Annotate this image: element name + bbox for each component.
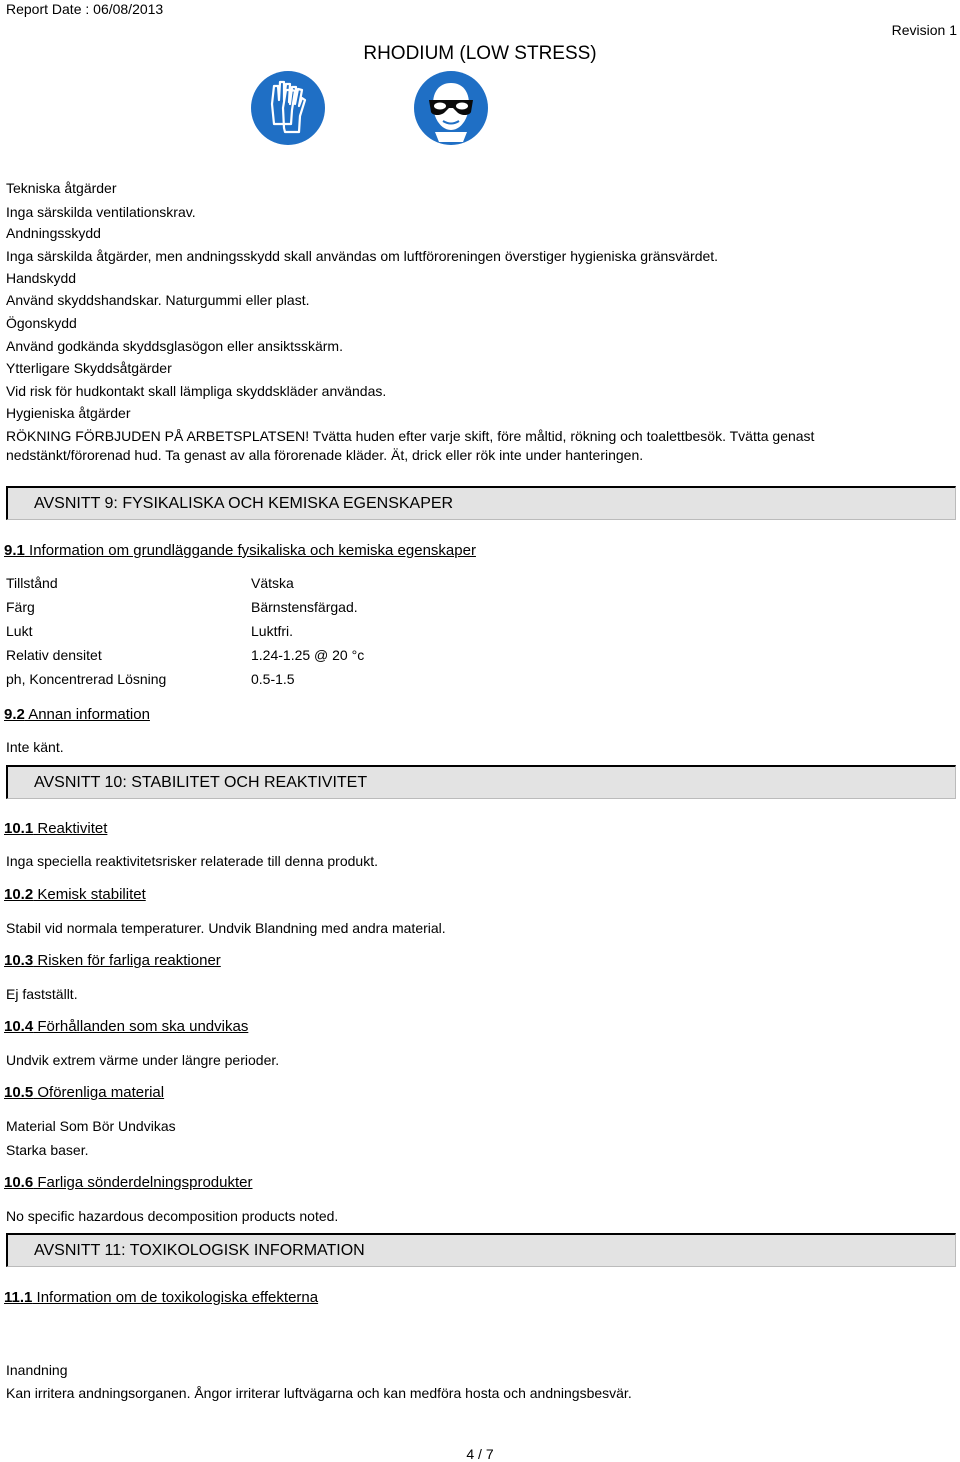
page-number: 4 / 7 xyxy=(466,1446,494,1462)
text-materials-to-avoid-label: Material Som Bör Undvikas xyxy=(6,1118,176,1134)
subsection-10-3: 10.3 Risken för farliga reaktioner xyxy=(4,952,221,969)
section-11-title: AVSNITT 11: TOXIKOLOGISK INFORMATION xyxy=(34,1242,365,1259)
property-value: Vätska xyxy=(251,575,294,591)
text-ventilation: Inga särskilda ventilationskrav. xyxy=(6,204,196,220)
text-conditions-to-avoid: Undvik extrem värme under längre perioder. xyxy=(6,1052,280,1068)
text-incompatible-materials: Starka baser. xyxy=(6,1142,89,1158)
text-hazardous-reactions: Ej fastställt. xyxy=(6,986,78,1002)
subsection-10-4: 10.4 Förhållanden som ska undvikas xyxy=(4,1018,249,1035)
subsection-10-6: 10.6 Farliga sönderdelningsprodukter xyxy=(4,1174,253,1191)
report-date: Report Date : 06/08/2013 xyxy=(6,1,164,17)
heading-additional-protection: Ytterligare Skyddsåtgärder xyxy=(6,360,172,376)
document-title: RHODIUM (LOW STRESS) xyxy=(363,43,597,64)
subsection-11-1: 11.1 Information om de toxikologiska effekterna xyxy=(4,1289,319,1306)
section-10-title: AVSNITT 10: STABILITET OCH REAKTIVITET xyxy=(34,774,368,791)
text-eye-protection: Använd godkända skyddsglasögon eller ansiktsskärm. xyxy=(6,338,343,354)
heading-hygiene: Hygieniska åtgärder xyxy=(6,405,131,421)
section-9-header xyxy=(6,486,956,520)
revision-label: Revision 1 xyxy=(891,22,957,38)
heading-respiratory-protection: Andningsskydd xyxy=(6,225,101,241)
property-value: 1.24-1.25 @ 20 °c xyxy=(251,647,365,663)
property-key: Lukt xyxy=(6,623,33,639)
gloves-icon xyxy=(250,70,326,146)
text-reactivity: Inga speciella reaktivitetsrisker relaterade till denna produkt. xyxy=(6,853,378,869)
section-9-title: AVSNITT 9: FYSIKALISKA OCH KEMISKA EGENSKAPER xyxy=(34,495,454,512)
section-10-header xyxy=(6,765,956,799)
subsection-10-2: 10.2 Kemisk stabilitet xyxy=(4,886,146,903)
subsection-10-5: 10.5 Oförenliga material xyxy=(4,1084,165,1101)
property-value: 0.5-1.5 xyxy=(251,671,295,687)
heading-inhalation: Inandning xyxy=(6,1362,68,1378)
subsection-9-1: 9.1 Information om grundläggande fysikaliska och kemiska egenskaper xyxy=(4,542,476,559)
property-key: ph, Koncentrerad Lösning xyxy=(6,671,167,687)
text-inhalation: Kan irritera andningsorganen. Ångor irriterar luftvägarna och kan medföra hosta och andningsbesvär. xyxy=(6,1385,632,1401)
text-respiratory-protection: Inga särskilda åtgärder, men andningsskydd skall användas om luftföroreningen överstiger hygieniska gränsvärdet. xyxy=(6,248,719,264)
text-other-information: Inte känt. xyxy=(6,739,64,755)
text-additional-protection: Vid risk för hudkontakt skall lämpliga skyddskläder användas. xyxy=(6,383,387,399)
subsection-10-1: 10.1 Reaktivitet xyxy=(4,820,108,837)
property-key: Färg xyxy=(6,599,35,615)
text-hygiene: RÖKNING FÖRBJUDEN PÅ ARBETSPLATSEN! Tvätta huden efter varje skift, före måltid, rökning och toalettbesök. Tvätta genast nedstänkt/förorenad hud. Ta genast av alla förorenade kläder. Ät, drick eller rök inte under hanteringen. xyxy=(6,428,815,463)
property-value: Bärnstensfärgad. xyxy=(251,599,358,615)
property-key: Relativ densitet xyxy=(6,647,102,663)
property-value: Luktfri. xyxy=(251,623,294,639)
subsection-9-2: 9.2 Annan information xyxy=(4,706,150,723)
heading-eye-protection: Ögonskydd xyxy=(6,315,77,331)
text-decomposition-products: No specific hazardous decomposition products noted. xyxy=(6,1208,339,1224)
text-chemical-stability: Stabil vid normala temperaturer. Undvik Blandning med andra material. xyxy=(6,920,446,936)
heading-technical-measures: Tekniska åtgärder xyxy=(6,180,117,196)
text-hand-protection: Använd skyddshandskar. Naturgummi eller plast. xyxy=(6,292,310,308)
goggles-icon xyxy=(413,70,489,146)
section-11-header xyxy=(6,1233,956,1267)
heading-hand-protection: Handskydd xyxy=(6,270,77,286)
property-key: Tillstånd xyxy=(6,575,58,591)
